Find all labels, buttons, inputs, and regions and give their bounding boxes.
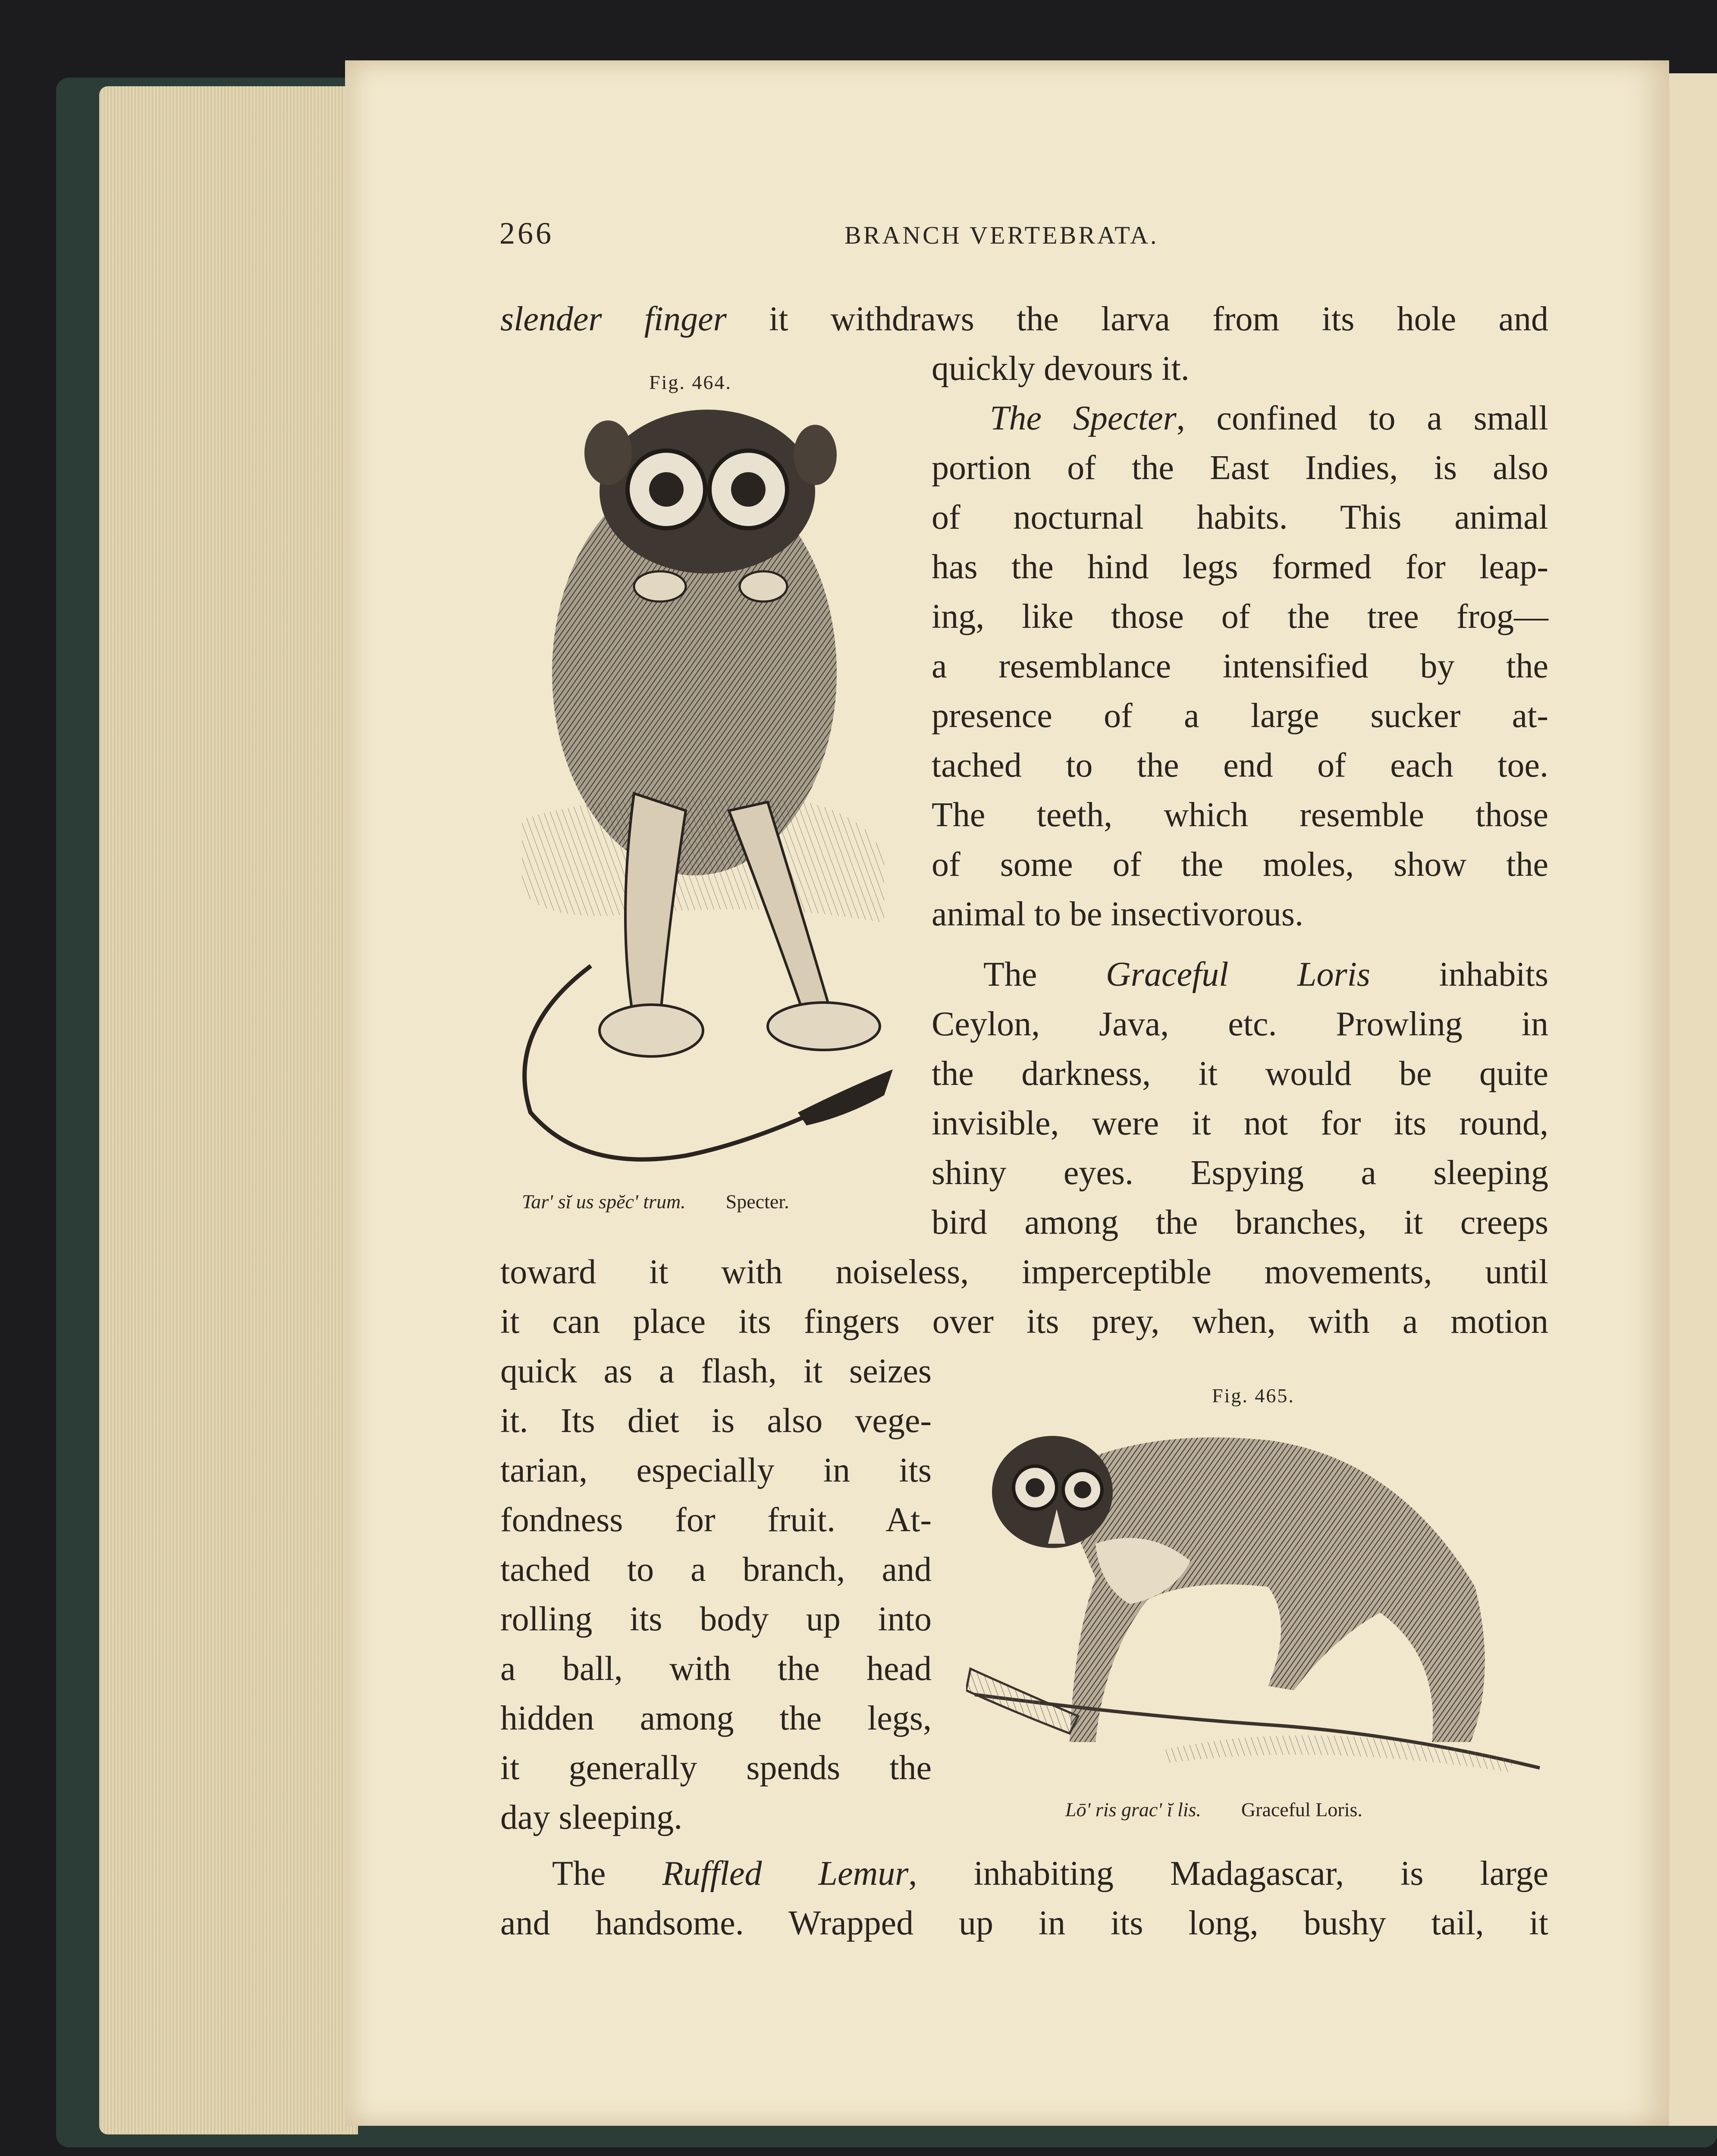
text-line: tached to a branch, and bbox=[500, 1551, 932, 1589]
page-edges bbox=[99, 86, 358, 2134]
text-line: invisible, were it not for its round, bbox=[932, 1104, 1548, 1142]
page-number: 266 bbox=[499, 216, 554, 251]
text-line: it. Its diet is also vege- bbox=[500, 1402, 932, 1440]
text-line: The teeth, which resemble those bbox=[932, 796, 1548, 834]
figure-464-specter-illustration bbox=[505, 405, 901, 1181]
page-header bbox=[499, 216, 1547, 263]
text-line: has the hind legs formed for leap- bbox=[932, 548, 1548, 586]
facing-page-edge bbox=[1669, 73, 1717, 2126]
figure-465-latin-name: Lō' ris grac' ĭ lis. bbox=[1065, 1799, 1201, 1821]
text-line: portion of the East Indies, is also bbox=[932, 449, 1548, 487]
text-line: hidden among the legs, bbox=[500, 1699, 932, 1737]
text-line: of nocturnal habits. This animal bbox=[932, 498, 1548, 536]
figure-464-common-name: Specter. bbox=[725, 1191, 789, 1213]
figure-465-caption bbox=[1065, 1798, 1362, 1821]
text-line: The Specter, confined to a small bbox=[990, 399, 1548, 437]
figure-465-loris-illustration bbox=[966, 1414, 1548, 1781]
text-line: it generally spends the bbox=[500, 1749, 932, 1787]
text-line: quickly devours it. bbox=[932, 350, 1190, 388]
text-line: animal to be insectivorous. bbox=[932, 895, 1304, 933]
running-head: BRANCH VERTEBRATA. bbox=[844, 221, 1159, 249]
text-line: and handsome. Wrapped up in its long, bushy tail, it bbox=[500, 1904, 1548, 1942]
text-line: bird among the branches, it creeps bbox=[932, 1203, 1548, 1241]
figure-465-common-name: Graceful Loris. bbox=[1241, 1799, 1362, 1821]
text-line: it can place its fingers over its prey, when, with a motion bbox=[500, 1303, 1548, 1341]
text-line: ing, like those of the tree frog— bbox=[932, 598, 1548, 636]
text-line: quick as a flash, it seizes bbox=[500, 1352, 932, 1390]
figure-464-label: Fig. 464. bbox=[649, 371, 732, 393]
text-line: a resemblance intensified by the bbox=[932, 647, 1548, 685]
figure-464-latin-name: Tar' sĭ us spĕc' trum. bbox=[522, 1191, 686, 1213]
text-line: presence of a large sucker at- bbox=[932, 697, 1548, 735]
text-line: toward it with noiseless, imperceptible movements, until bbox=[500, 1253, 1548, 1291]
text-line: tached to the end of each toe. bbox=[932, 746, 1548, 784]
figure-465-label: Fig. 465. bbox=[1212, 1385, 1295, 1407]
text-line: The Ruffled Lemur, inhabiting Madagascar, is large bbox=[552, 1855, 1549, 1893]
text-line: day sleeping. bbox=[500, 1799, 683, 1836]
text-line: slender finger it withdraws the larva from its hole and bbox=[500, 300, 1548, 338]
text-line: The Graceful Loris inhabits bbox=[983, 956, 1549, 993]
text-line: fondness for fruit. At- bbox=[500, 1501, 932, 1539]
text-line: tarian, especially in its bbox=[500, 1451, 932, 1489]
text-line: Ceylon, Java, etc. Prowling in bbox=[932, 1005, 1548, 1043]
text-line: of some of the moles, show the bbox=[932, 846, 1548, 884]
text-line: the darkness, it would be quite bbox=[932, 1055, 1548, 1093]
text-line: shiny eyes. Espying a sleeping bbox=[932, 1154, 1548, 1192]
figure-464-caption bbox=[522, 1190, 789, 1213]
text-line: rolling its body up into bbox=[500, 1600, 932, 1638]
text-line: a ball, with the head bbox=[500, 1650, 932, 1688]
